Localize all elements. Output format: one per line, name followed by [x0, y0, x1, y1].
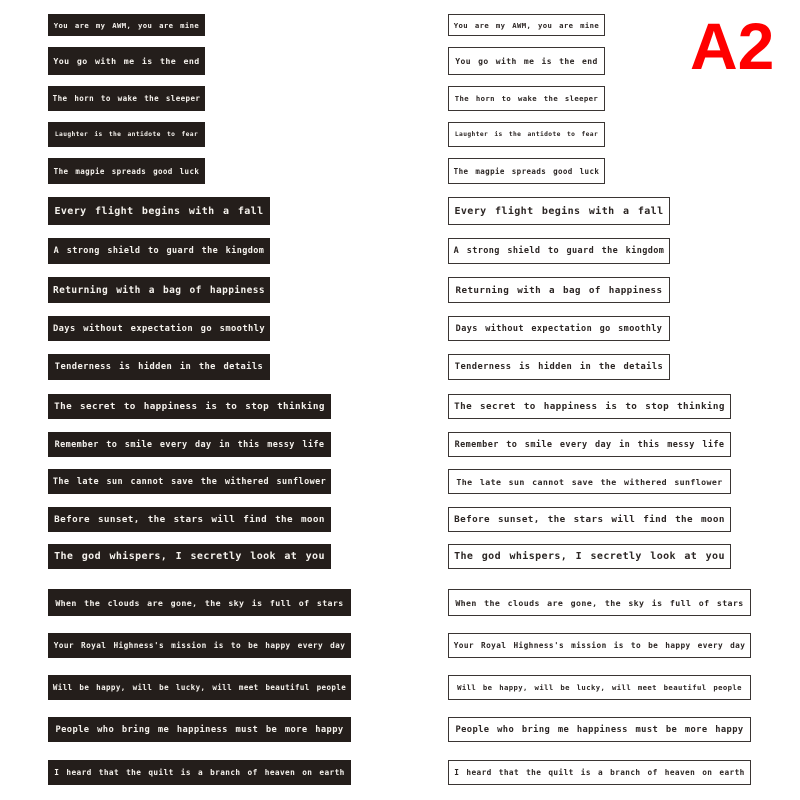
sticker-text: Laughter is the antidote to fear — [54, 131, 199, 138]
sticker-text: The secret to happiness is to stop thinking — [54, 401, 325, 412]
sticker-text: The secret to happiness is to stop thinking — [454, 401, 725, 412]
sticker-text: The late sun cannot save the withered sunflower — [52, 476, 327, 487]
sticker-text: Every flight begins with a fall — [54, 205, 264, 217]
sticker-strip-dark — [48, 277, 270, 303]
sticker-strip-dark — [48, 197, 270, 225]
sticker-text: Before sunset, the stars will find the moon — [54, 514, 325, 525]
sticker-strip-light — [448, 122, 605, 147]
sticker-strip-dark — [48, 238, 270, 264]
sticker-strip-dark — [48, 633, 351, 658]
sticker-strip-dark — [48, 760, 351, 785]
sticker-strip-dark — [48, 316, 270, 341]
sticker-text: Will be happy, will be lucky, will meet beautiful people — [457, 683, 742, 692]
sticker-strip-light — [448, 633, 751, 658]
sticker-text: Your Royal Highness's mission is to be happy every day — [453, 641, 746, 650]
sticker-text: Days without expectation go smoothly — [52, 323, 266, 334]
sticker-strip-light — [448, 507, 731, 532]
sticker-text: You are my AWM, you are mine — [53, 20, 200, 30]
sticker-strip-light — [448, 354, 670, 380]
sticker-strip-light — [448, 675, 751, 700]
sticker-text: Days without expectation go smoothly — [455, 323, 663, 334]
sticker-text: People who bring me happiness must be more happy — [455, 724, 744, 735]
sticker-strip-light — [448, 469, 731, 494]
sticker-strip-light — [448, 760, 751, 785]
sticker-text: You go with me is the end — [53, 56, 200, 66]
sticker-strip-dark — [48, 354, 270, 380]
sticker-text: The late sun cannot save the withered sunflower — [456, 476, 723, 487]
sticker-strip-dark — [48, 158, 205, 184]
sticker-text: Every flight begins with a fall — [454, 205, 664, 217]
sticker-text: The horn to wake the sleeper — [454, 94, 599, 103]
sticker-text: Laughter is the antidote to fear — [454, 131, 599, 138]
sticker-text: People who bring me happiness must be more happy — [55, 724, 344, 735]
sticker-strip-dark — [48, 717, 351, 742]
sticker-text: The god whispers, I secretly look at you — [454, 551, 725, 562]
sticker-text: Remember to smile every day in this messy life — [454, 439, 725, 450]
sticker-strip-dark — [48, 589, 351, 616]
sticker-strip-light — [448, 197, 670, 225]
sticker-strip-light — [448, 86, 605, 111]
sticker-strip-light — [448, 277, 670, 303]
sticker-text: The magpie spreads good luck — [53, 166, 200, 176]
sticker-text: The god whispers, I secretly look at you — [54, 551, 325, 562]
sticker-text: You go with me is the end — [455, 56, 598, 66]
sticker-text: A strong shield to guard the kingdom — [53, 246, 265, 256]
sticker-text: Returning with a bag of happiness — [53, 284, 265, 296]
sticker-strip-dark — [48, 675, 351, 700]
sticker-text: You are my AWM, you are mine — [453, 20, 600, 30]
sticker-strip-dark — [48, 469, 331, 494]
sticker-strip-light — [448, 717, 751, 742]
sticker-strip-dark — [48, 544, 331, 569]
sticker-text: When the clouds are gone, the sky is full of stars — [455, 597, 744, 608]
sticker-text: Before sunset, the stars will find the moon — [454, 514, 725, 525]
sticker-strip-dark — [48, 507, 331, 532]
sticker-strip-light — [448, 158, 605, 184]
sticker-strip-light — [448, 238, 670, 264]
sticker-strip-dark — [48, 432, 331, 457]
sticker-strip-dark — [48, 14, 205, 36]
sticker-text: Returning with a bag of happiness — [455, 284, 663, 296]
sticker-strip-dark — [48, 47, 205, 75]
sticker-strip-light — [448, 394, 731, 419]
sticker-text: When the clouds are gone, the sky is full of stars — [55, 597, 344, 608]
sticker-text: The horn to wake the sleeper — [52, 94, 201, 103]
sticker-text: Tenderness is hidden in the details — [454, 362, 664, 372]
sticker-text: I heard that the quilt is a branch of heaven on earth — [54, 768, 345, 777]
sticker-text: Your Royal Highness's mission is to be happy every day — [53, 641, 346, 650]
sticker-strip-light — [448, 47, 605, 75]
sticker-strip-light — [448, 316, 670, 341]
sticker-text: The magpie spreads good luck — [453, 166, 600, 176]
sticker-text: Remember to smile every day in this messy life — [54, 439, 325, 450]
sticker-strip-light — [448, 544, 731, 569]
sticker-strip-light — [448, 589, 751, 616]
sticker-text: Tenderness is hidden in the details — [54, 362, 264, 372]
sticker-text: I heard that the quilt is a branch of heaven on earth — [454, 768, 745, 777]
sticker-strip-dark — [48, 394, 331, 419]
sticker-text: A strong shield to guard the kingdom — [453, 246, 665, 256]
sticker-strip-dark — [48, 86, 205, 111]
sticker-strip-light — [448, 14, 605, 36]
variant-label: A2 — [690, 9, 775, 83]
sticker-strip-light — [448, 432, 731, 457]
sticker-strip-dark — [48, 122, 205, 147]
sticker-text: Will be happy, will be lucky, will meet beautiful people — [52, 683, 347, 692]
